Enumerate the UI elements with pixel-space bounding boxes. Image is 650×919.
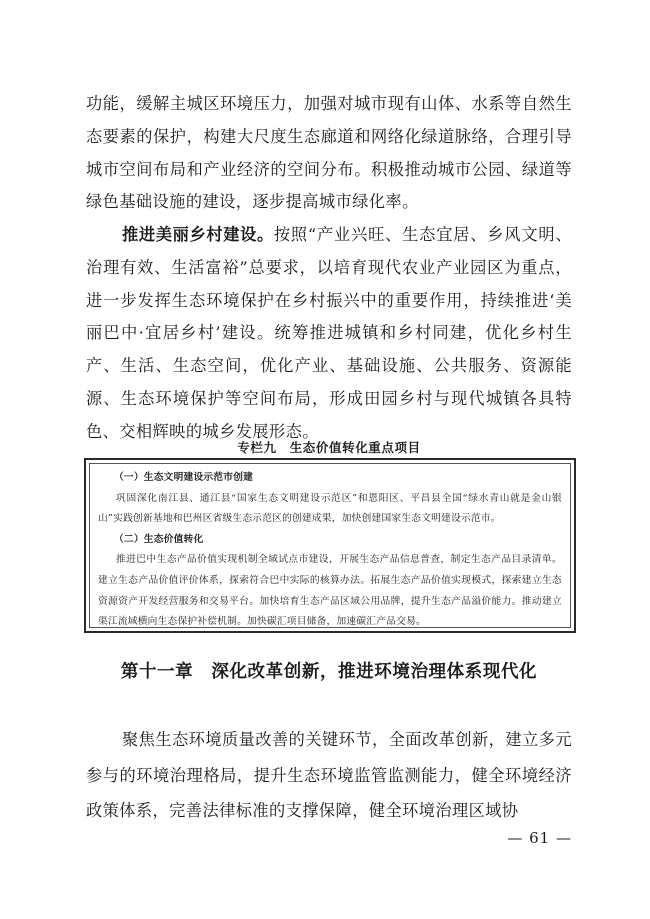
paragraph-lead-heading: 推进美丽乡村建设。 <box>122 225 274 244</box>
box-section-text-1: 巩固深化南江县、通江县“国家生态文明建设示范区”和恩阳区、平昌县全国“绿水青山就是金山银山”实践创新基地和巴州区省级生态示范区的创建成果，加快创建国家生态文明建设示范市。 <box>98 492 562 525</box>
box-section-heading-1: （一）生态文明建设示范市创建 <box>114 472 254 483</box>
box-section-text-2: 推进巴中生态产品价值实现机制全域试点市建设，开展生态产品信息普查，制定生态产品目录清单。建立生态产品价值评价体系，探索符合巴中实际的核算办法。拓展生态产品价值实现模式，探索建立生态资源资产开发经营服务和交易平台。加快培育生态产品区域公用品牌，提升生态产品溢价能力。推动建立渠江流域横向生态保护补偿机制。加快碳汇项目储备，加速碳汇产品交易。 <box>98 554 562 628</box>
chapter-heading: 第十一章 深化改革创新，推进环境治理体系现代化 <box>120 662 538 682</box>
body-paragraph-urban-green: 功能，缓解主城区环境压力，加强对城市现有山体、水系等自然生态要素的保护，构建大尺度生态廊道和网络化绿道脉络，合理引导城市空间布局和产业经济的空间分布。积极推动城市公园、绿道等绿色基础设施的建设，逐步提高城市绿化率。 <box>86 94 572 212</box>
body-paragraph-rural-construction <box>86 219 572 449</box>
box-section-heading-2: （二）生态价值转化 <box>114 533 204 545</box>
body-paragraph-governance: 聚焦生态环境质量改善的关键环节，全面改革创新，建立多元参与的环境治理格局，提升生态环境监管监测能力，健全环境经济政策体系，完善法律标准的支撑保障，健全环境治理区域协 <box>86 730 572 820</box>
paragraph-lead-text: 按照“产业兴旺、生态宜居、乡风文明、治理有效、生活富裕”总要求，以培育现代农业产业园区为重点，进一步发挥生态环境保护在乡村振兴中的重要作用，持续推进‘美丽巴中·宜居乡村’建设。统筹推进城镇和乡村同建，优化乡村生产、生活、生态空间，优化产业、基础设施、公共服务、资源能源、生态环境保护等空间布局，形成田园乡村与现代城镇各具特色、交相辉映的城乡发展形态。 <box>86 225 573 441</box>
column-box <box>84 458 576 633</box>
column-box-title: 专栏九 生态价值转化重点项目 <box>237 440 421 455</box>
page-number: — 61 — <box>507 829 572 847</box>
column-box-inner <box>89 463 571 628</box>
